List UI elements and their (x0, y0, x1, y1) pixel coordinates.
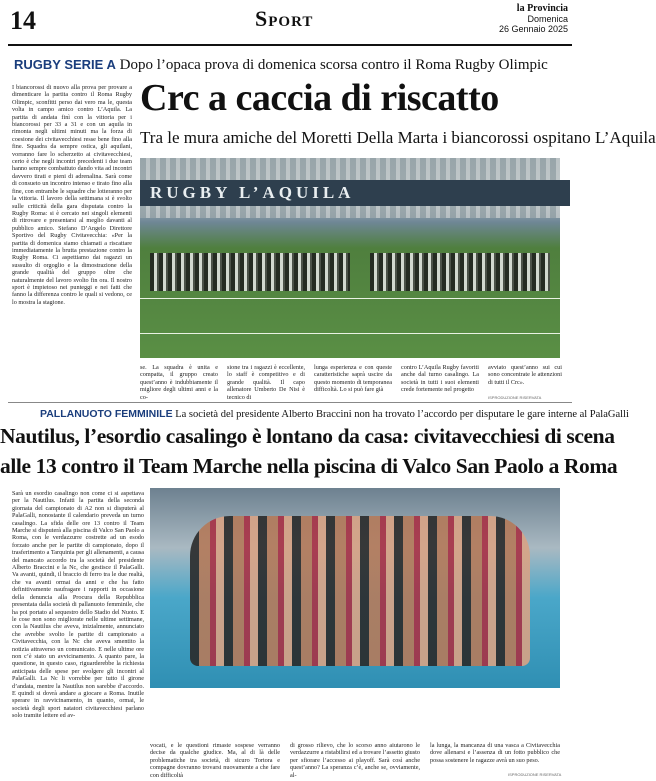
article1-column-b3: lunga esperienza e con queste caratteristiche saprà uscire da questo momento di temporanea difficoltà. Lo si può fare già (314, 364, 392, 394)
publication-date: 26 Gennaio 2025 (498, 24, 568, 34)
article2-kicker-text: La società del presidente Alberto Braccini non ha trovato l’accordo per disputare le gare interne al PalaGalli (175, 409, 629, 420)
article2-title-line2: alle 13 contro il Team Marche nella piscina di Valco San Paolo a Roma (0, 454, 618, 478)
article2-title-line1: Nautilus, l’esordio casalingo è lontano da casa: civitavecchiesi di scena (0, 424, 615, 448)
article1-title: Crc a caccia di riscatto (140, 77, 499, 119)
section-title: Sport (255, 6, 314, 31)
photo-banner: RUGBY L’AQUILA (140, 180, 570, 206)
publication-name: la Provincia (516, 3, 568, 14)
article2-column-b2: vocati, e le questioni rimaste sospese verranno decise da qualche giudice. Ma, al di là delle problematiche tra società, di sicuro Tortora e compagne dovranno trovarsi nuovamente a che fare con difficoltà (150, 742, 280, 779)
water-polo-team (190, 516, 530, 666)
team-line-away (370, 253, 550, 291)
article2-photo (150, 488, 560, 688)
article1-column-b5: avviato quest’anno sui cui sono concentrate le attenzioni di tutti il Crc». (488, 364, 562, 386)
article1-kicker-text: Dopo l’opaca prova di domenica scorsa contro il Roma Rugby Olimpic (119, 57, 548, 73)
article2-column-b3: di grosso rilievo, che lo scorso anno aiutarono le verdazzurre a ristabilirsi ed a trovare l’assetto giusto per sfiorare l’accesso ai playoff. Sarà così anche quest’anno? La speranza c’è, anche se, ovviamente, al- (290, 742, 420, 779)
article1-column-b1: se. La squadra è unita e compatta, il gruppo creato quest’anno è indubbiamente il migliore degli ultimi anni e la co- (140, 364, 218, 401)
article1-photo (140, 158, 560, 358)
article1-kicker-label: RUGBY SERIE A (14, 57, 116, 72)
article1-photo-credit: ISPRODUZIONE RISERVATA (488, 395, 542, 400)
field-line (140, 333, 560, 334)
article1-kicker (14, 57, 548, 74)
publication-day: Domenica (527, 14, 568, 24)
article1-column-left: I biancorossi di nuovo alla prova per provare a dimenticare la partita contro il Roma Rugby Olimpic, sconfitti perso dai vero ma le, questa volta in campo amico contro L’Aquila. La partita di andata finì con la vittoria per i biancorossi per 33 a 31 e con un aquila in rimonta negli ultimi minuti ma la forza di coesione dei civitavecchiesi resse bene fino alla fine. Squadra da sempre ostica, gli aquilani, vorranno fare lo scherzetto ai civitavecchiesi, certo è che negli incontri precedenti i due team hanno sempre combattuto dando vita ad incontri davvero tirati e pieni di adrenalina. Sarà come di consueto un incontro intenso e tirato fino alla fine, con entrambe le squadre che lotteranno per la vittoria. Il lavoro della settimana si è svolto sulle criticità della gara disputata contro la Rugby Roma: si è cercato nei singoli elementi di ritrovare e presentarsi al meglio davanti al pubblico amico. Stefano D’Angelo Direttore Sportivo del Rugby Civitavecchia: «Per la partita di domenica siamo chiamati a riscattare immediatamente la brutta prestazione contro la Rugby Roma. Ci aspettiamo dai ragazzi un sussulto di orgoglio e la dimostrazione della grande qualità del gruppo oltre che naturalmente del lavoro svolto fin ora. Il nostro sport è impietoso nei punteggi e nei fatti che fanno la differenza contro le quali si vedono, ce lo mostra la stagione. (12, 84, 132, 306)
article1-column-b2: sione tra i ragazzi è eccellente, lo staff è competitivo e di grande qualità. Il capo allenatore Umberto De Nisi è tecnico di (227, 364, 305, 401)
article1-subtitle: Tra le mura amiche del Moretti Della Marta i biancorossi ospitano L’Aquila (140, 128, 656, 147)
header-rule (8, 44, 572, 46)
page-number: 14 (10, 6, 36, 35)
article1-column-b4: contro L’Aquila Rugby favoriti anche dal turno casalingo. La società in tutti i suoi elementi crede fortemente nel progetto (401, 364, 479, 394)
article2-column-left: Sarà un esordio casalingo non come ci si aspettava per la Nautilus. Infatti la partita della seconda giornata del campionato di A2 non si disputerà al PalaGalli, nonostante il calendario preveda un turno casalingo. La sfida delle ore 13 contro il Team Marche si disputerà alla piscina di Valco San Paolo a Roma, con le verdazzurre costrette ad un esodo forzato anche per le partite di campionato, dopo il trasferimento a Tarquinia per gli allenamenti, a causa del mancato accordo tra la società del presidente Alberto Braccini e la Nc, che gestisce il PalaGalli. Va avanti, quindi, il braccio di ferro tra le due realtà, che va avanti ormai da anni e che ha fatto definitivamente naufragare i rapporti in occasione della denuncia alla Procura della Repubblica presentata dalla società di pallanuoto femminile, che ha poi portato al sequestro dello Stadio del Nuoto. E le cose non sono migliorate nelle ultime settimane, con la Nautilus che aveva, inizialmente, annunciato che avrebbe svolto le partite di campionato a Civitavecchia, con la Nc che aveva smentito la notizia attraverso un comunicato. E nelle ultime ore non c’è stato un avvicinamento. A quanto pare, la questione, in questo caso, riguarderebbe la richiesta anticipata delle spese per svolgere gli incontri al PalaGalli. La Nc li vorrebbe per tutto il girone d’andata, mentre la Nautilus non sarebbe d’accordo. E quindi si dovrà andare a giocare a Roma. Inutile sperare in ravvicinamento, in quanto, ormai, le società degli sport natatori civitavecchiesi parlano solo tramite lettere ed av- (12, 490, 144, 720)
article2-photo-credit: ISPRODUZIONE RISERVATA (508, 772, 562, 777)
article2-kicker (40, 408, 629, 420)
field-line (140, 298, 560, 299)
publication-info (499, 4, 568, 34)
article2-kicker-label: PALLANUOTO FEMMINILE (40, 408, 173, 420)
article2-column-b4: la lunga, la mancanza di una vasca a Civitavecchia dove allenarsi e l’assenza di un fotto pubblico che possa sostenere le ragazze avrà un suo peso. (430, 742, 560, 764)
team-line-home (150, 253, 350, 291)
article-divider (8, 402, 572, 403)
